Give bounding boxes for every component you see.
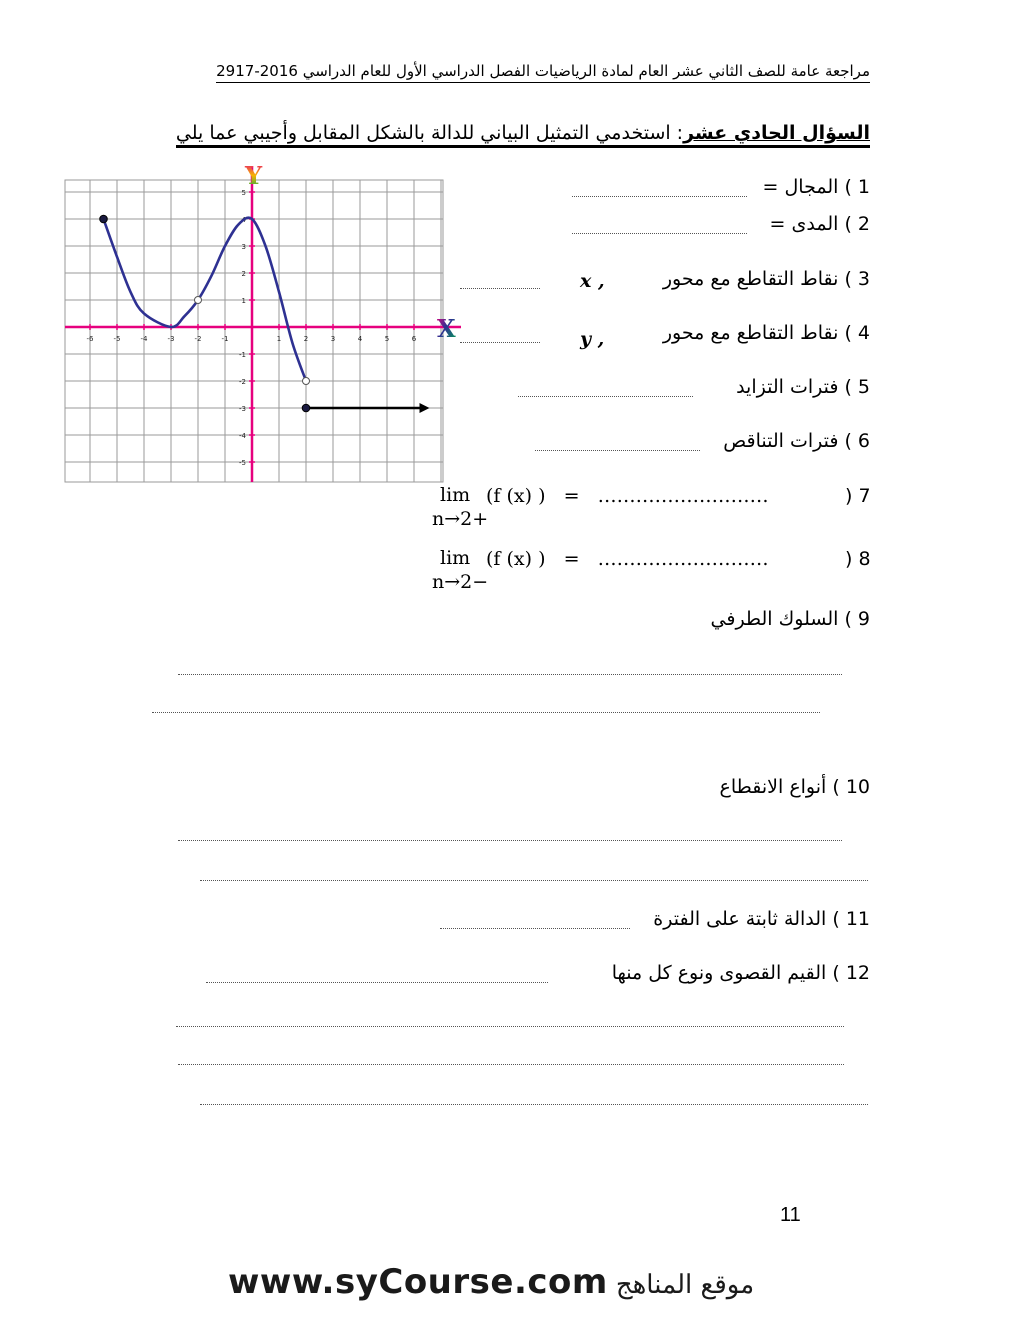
open-point — [195, 297, 202, 304]
open-point — [303, 378, 310, 385]
y-tick-label: 1 — [241, 297, 246, 305]
x-variable: x , — [580, 270, 605, 292]
grid-lines — [65, 180, 443, 482]
closed-point — [302, 404, 310, 412]
y-tick-label: -4 — [239, 432, 246, 440]
question-4: 4 ) نقاط التقاطع مع محور — [662, 322, 870, 344]
answer-line-12a[interactable] — [176, 1026, 844, 1027]
site-url[interactable]: www.syCourse.com — [228, 1262, 608, 1302]
x-tick-label: 3 — [330, 335, 336, 343]
function-graph — [50, 160, 470, 490]
limit-left-word: lim — [440, 547, 471, 569]
footer — [228, 1262, 754, 1302]
grid-border — [65, 180, 443, 482]
answer-line-9a[interactable] — [178, 674, 842, 675]
answer-line-10a[interactable] — [178, 840, 842, 841]
x-tick-label: -3 — [167, 335, 175, 343]
x-tick-label: -1 — [221, 335, 229, 343]
x-tick-label: 1 — [276, 335, 282, 343]
answer-line-3[interactable] — [460, 288, 540, 289]
question-9: 9 ) السلوك الطرفي — [710, 608, 870, 630]
question-title — [176, 122, 870, 148]
question-2: 2 ) المدى = — [769, 213, 870, 235]
limit-right-subscript: n→2+ — [432, 508, 489, 530]
limit-right-word: lim — [440, 484, 471, 506]
answer-line-6[interactable] — [535, 450, 700, 451]
y-tick-label: 2 — [241, 270, 246, 278]
site-name: موقع المناهج — [615, 1270, 755, 1300]
x-tick-label: -4 — [140, 335, 148, 343]
question-11: 11 ) الدالة ثابتة على الفترة — [653, 908, 870, 930]
x-axis-label: X — [437, 314, 456, 343]
answer-line-1[interactable] — [572, 196, 747, 197]
answer-line-2[interactable] — [572, 233, 747, 234]
answer-line-12-inline[interactable] — [206, 982, 548, 983]
x-tick-label: 4 — [357, 335, 363, 343]
x-tick-label: 2 — [303, 335, 309, 343]
y-tick-label: 3 — [241, 243, 246, 251]
question-12: 12 ) القيم القصوى ونوع كل منها — [611, 962, 870, 984]
question-5: 5 ) فترات التزايد — [736, 376, 870, 398]
question-7-number: ) 7 — [845, 485, 871, 507]
question-3: 3 ) نقاط التقاطع مع محور — [662, 268, 870, 290]
answer-line-12c[interactable] — [200, 1104, 868, 1105]
answer-line-12b[interactable] — [178, 1064, 844, 1065]
y-variable: y , — [580, 328, 605, 350]
page-header: مراجعة عامة للصف الثاني عشر العام لمادة الرياضيات الفصل الدراسي الأول للعام الدراسي 2016-2917 — [216, 62, 870, 83]
y-tick-label: 4 — [241, 216, 246, 224]
x-tick-label: 5 — [384, 335, 390, 343]
closed-point — [100, 215, 108, 223]
answer-line-10b[interactable] — [200, 880, 868, 881]
question-1: 1 ) المجال = — [762, 176, 870, 198]
answer-line-5[interactable] — [518, 396, 693, 397]
function-curve — [104, 218, 307, 381]
ray-arrowhead — [420, 403, 430, 413]
question-10: 10 ) أنواع الانقطاع — [719, 776, 870, 798]
answer-line-9b[interactable] — [152, 712, 820, 713]
x-tick-label: -6 — [86, 335, 94, 343]
x-tick-label: -2 — [194, 335, 202, 343]
answer-line-4[interactable] — [460, 342, 540, 343]
x-tick-label: -5 — [113, 335, 121, 343]
limit-left-subscript: n→2− — [432, 571, 489, 593]
y-tick-label: 5 — [241, 189, 246, 197]
x-tick-label: 6 — [411, 335, 417, 343]
limit-left-expression[interactable]: (f (x) ) = ……………………… — [486, 548, 769, 570]
question-instruction: : استخدمي التمثيل البياني للدالة بالشكل المقابل وأجيبي عما يلي — [175, 122, 684, 144]
y-tick-label: -1 — [239, 351, 246, 359]
answer-line-11[interactable] — [440, 928, 630, 929]
question-number: السؤال الحادي عشر — [683, 122, 870, 144]
question-6: 6 ) فترات التناقص — [723, 430, 870, 452]
page-number: 11 — [780, 1204, 801, 1226]
y-tick-label: -5 — [239, 459, 246, 467]
limit-right-expression[interactable]: (f (x) ) = ……………………… — [486, 485, 769, 507]
y-tick-label: -3 — [239, 405, 246, 413]
y-axis-label: Y — [245, 161, 263, 190]
question-8-number: ) 8 — [845, 548, 871, 570]
y-tick-label: -2 — [239, 378, 246, 386]
endpoints — [100, 215, 310, 412]
